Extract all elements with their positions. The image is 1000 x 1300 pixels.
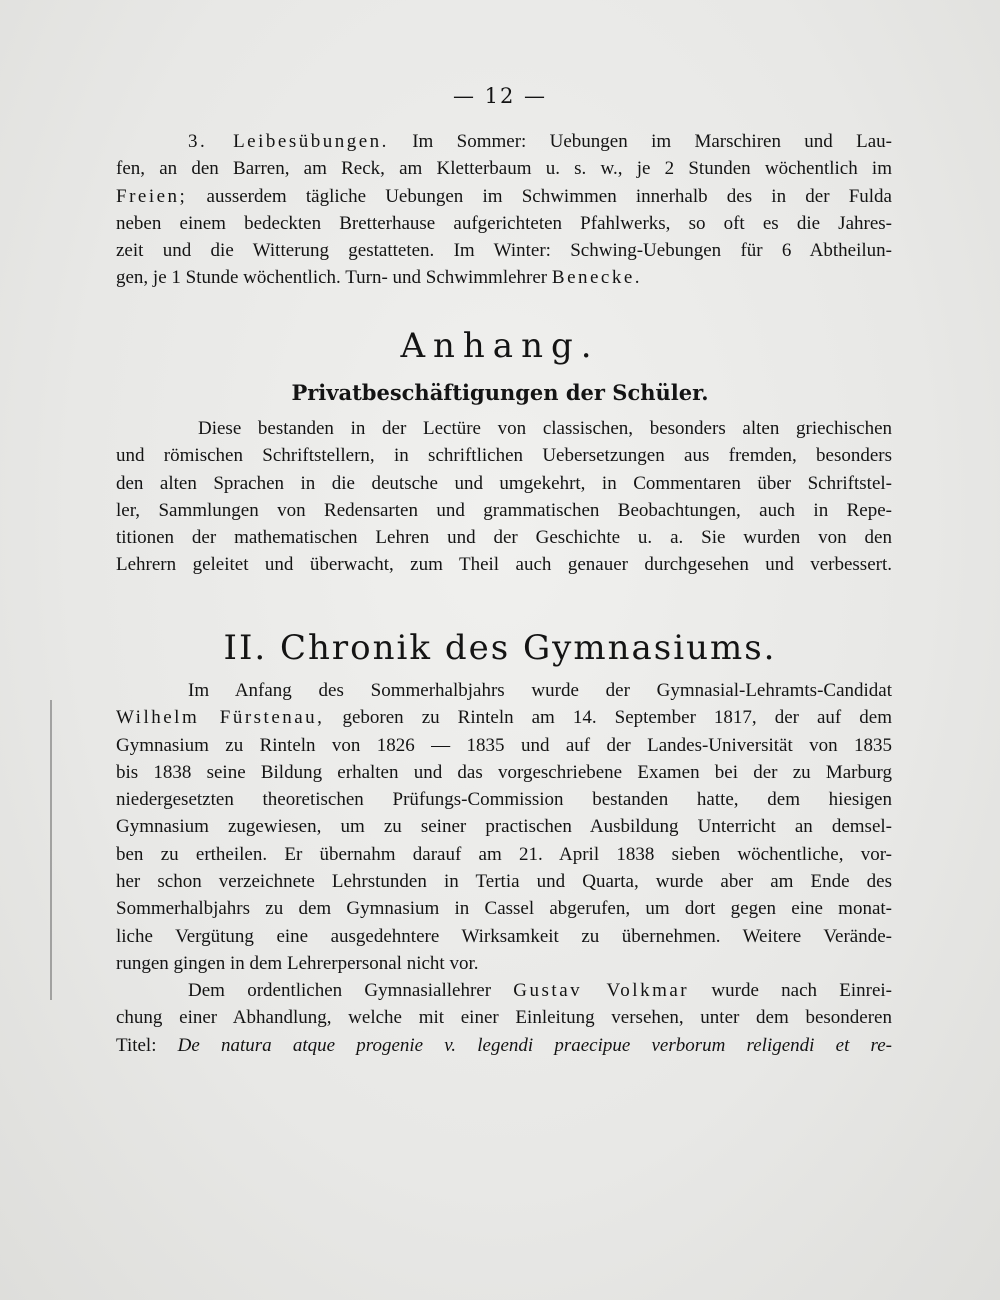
- text-line: Freien; ausserdem tägliche Uebungen im Schwimmen innerhalb des in der Fulda: [116, 185, 892, 207]
- text-line: titionen der mathematischen Lehren und der Geschichte u. a. Sie wurden von den: [116, 527, 892, 549]
- section-3-leibesuebungen: [116, 128, 892, 292]
- privatbeschaeftigungen-heading: Privatbeschäftigungen der Schüler.: [291, 380, 709, 405]
- text-line: Diese bestanden in der Lectüre von classischen, besonders alten griechischen: [198, 418, 892, 439]
- anhang-paragraph: [116, 415, 892, 579]
- text-line: Lehrern geleitet und überwacht, zum Theil auch genauer durchgesehen und verbessert.: [116, 554, 892, 576]
- chronik-heading: II. Chronik des Gymnasiums.: [223, 628, 777, 668]
- text-line: fen, an den Barren, am Reck, am Kletterbaum u. s. w., je 2 Stunden wöchentlich im: [116, 158, 892, 180]
- text-line: niedergesetzten theoretischen Prüfungs-Commission bestanden hatte, dem hiesigen: [116, 789, 892, 811]
- text-line: Sommerhalbjahrs zu dem Gymnasium in Cassel abgerufen, um dort gegen eine monat-: [116, 898, 892, 920]
- text-line: bis 1838 seine Bildung erhalten und das vorgeschriebene Examen bei der zu Marburg: [116, 761, 892, 783]
- text-line: 3. Leibesübungen. Im Sommer: Uebungen im Marschiren und Lau-: [188, 131, 892, 152]
- text-line: Im Anfang des Sommerhalbjahrs wurde der Gymnasial-Lehramts-Candidat: [188, 680, 892, 701]
- text-line: Dem ordentlichen Gymnasiallehrer Gustav Volkmar wurde nach Einrei-: [188, 980, 893, 1001]
- page-number: — 12 —: [452, 84, 548, 108]
- text-line: ben zu ertheilen. Er übernahm darauf am 21. April 1838 sieben wöchentliche, vor-: [116, 843, 892, 865]
- chronik-paragraph-1: [116, 677, 892, 977]
- text-line: Titel: De natura atque progenie v. legendi praecipue verborum religendi et re-: [116, 1034, 892, 1056]
- text-line: her schon verzeichnete Lehrstunden in Tertia und Quarta, wurde aber am Ende des: [116, 871, 892, 893]
- chronik-paragraph-2: [116, 977, 892, 1059]
- anhang-heading: Anhang.: [400, 326, 600, 366]
- text-line: gen, je 1 Stunde wöchentlich. Turn- und Schwimmlehrer Benecke.: [116, 267, 643, 289]
- text-line: Wilhelm Fürstenau, geboren zu Rinteln am 14. September 1817, der auf dem: [116, 707, 892, 729]
- margin-mark: [50, 700, 52, 1000]
- text-line: Gymnasium zugewiesen, um zu seiner practischen Ausbildung Unterricht an demsel-: [116, 816, 892, 838]
- text-line: liche Vergütung eine ausgedehntere Wirksamkeit zu übernehmen. Weitere Verände-: [116, 925, 892, 947]
- text-line: chung einer Abhandlung, welche mit einer Einleitung versehen, unter dem besonderen: [116, 1007, 892, 1029]
- text-line: zeit und die Witterung gestatteten. Im Winter: Schwing-Uebungen für 6 Abtheilun-: [116, 240, 892, 262]
- text-line: Gymnasium zu Rinteln von 1826 — 1835 und auf der Landes-Universität von 1835: [116, 734, 892, 756]
- text-line: neben einem bedeckten Bretterhause aufgerichteten Pfahlwerks, so oft es die Jahres-: [116, 212, 892, 234]
- text-line: ler, Sammlungen von Redensarten und grammatischen Beobachtungen, auch in Repe-: [116, 499, 892, 521]
- text-line: und römischen Schriftstellern, in schriftlichen Uebersetzungen aus fremden, besonders: [116, 445, 892, 467]
- text-line: den alten Sprachen in die deutsche und umgekehrt, in Commentaren über Schriftstel-: [116, 472, 892, 494]
- text-line: rungen gingen in dem Lehrerpersonal nicht vor.: [116, 952, 479, 974]
